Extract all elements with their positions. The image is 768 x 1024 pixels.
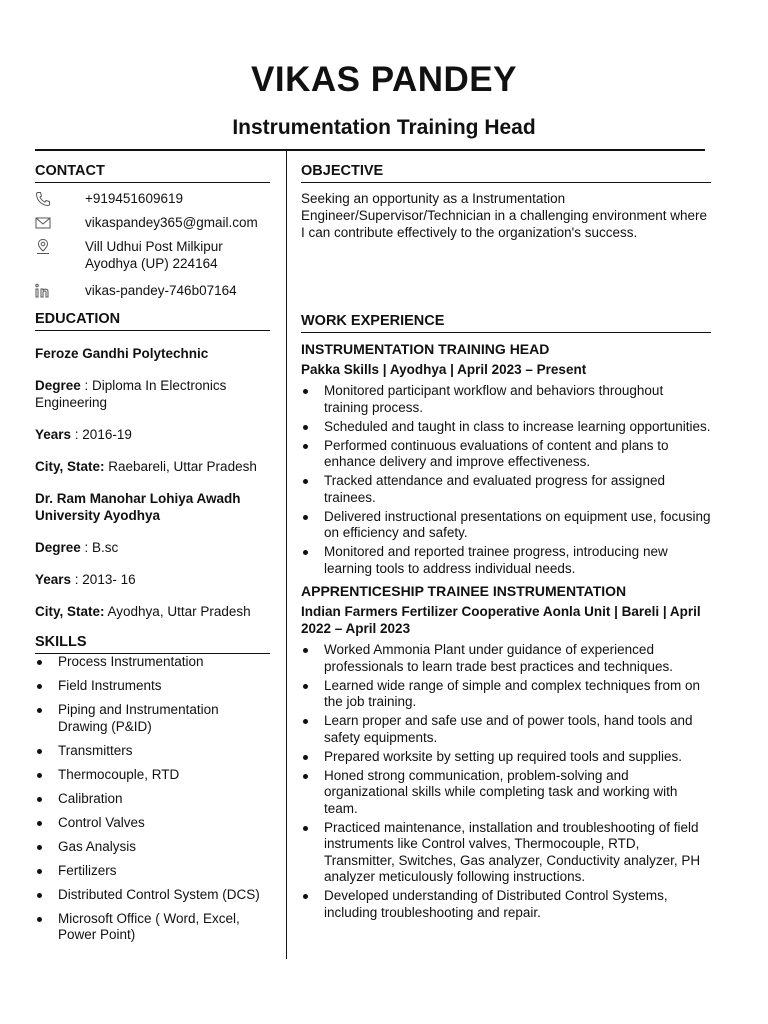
job-bullet: Worked Ammonia Plant under guidance of experienced professionals to learn trade best practices and techniques.: [301, 642, 711, 675]
skills-list: [35, 654, 270, 944]
education-institution: Dr. Ram Manohar Lohiya Awadh University Ayodhya: [35, 491, 241, 523]
degree-value: : B.sc: [80, 540, 119, 555]
skill-item: Microsoft Office ( Word, Excel, Power Point): [35, 911, 270, 944]
contact-heading: CONTACT: [35, 163, 270, 183]
contact-linkedin[interactable]: vikas-pandey-746b07164: [85, 283, 237, 298]
job-bullet: Honed strong communication, problem-solving and organizational skills while completing task and working with team.: [301, 768, 711, 818]
linkedin-icon: [35, 282, 85, 299]
job-bullet: Prepared worksite by setting up required tools and supplies.: [301, 749, 711, 766]
job-bullet: Developed understanding of Distributed Control Systems, including troubleshooting and repair.: [301, 888, 711, 921]
contact-email-row: [35, 214, 270, 231]
envelope-icon: [35, 214, 85, 231]
left-column: [35, 163, 270, 951]
city-label: City, State:: [35, 459, 105, 474]
job-bullets: [301, 383, 711, 577]
job-bullet: Delivered instructional presentations on equipment use, focusing on efficiency and safety.: [301, 509, 711, 542]
years-label: Years: [35, 427, 72, 442]
address-line-2: Ayodhya (UP) 224164: [85, 256, 218, 271]
job-bullets: [301, 642, 711, 921]
address-line-1: Vill Udhui Post Milkipur: [85, 239, 223, 254]
work-experience-heading: WORK EXPERIENCE: [301, 313, 711, 333]
job-title: APPRENTICESHIP TRAINEE INSTRUMENTATION: [301, 583, 627, 599]
contact-email[interactable]: vikaspandey365@gmail.com: [85, 215, 258, 230]
job-bullet: Monitored participant workflow and behaviors throughout training process.: [301, 383, 711, 416]
candidate-name: VIKAS PANDEY: [251, 60, 517, 99]
skill-item: Transmitters: [35, 743, 270, 760]
education-institution: Feroze Gandhi Polytechnic: [35, 346, 209, 361]
job-bullet: Tracked attendance and evaluated progress for assigned trainees.: [301, 473, 711, 506]
contact-list: [35, 190, 270, 299]
degree-value: : Diploma In Electronics Engineering: [35, 378, 227, 410]
job-bullet: Performed continuous evaluations of content and plans to enhance delivery and improve effectiveness.: [301, 438, 711, 471]
city-value: Ayodhya, Uttar Pradesh: [104, 604, 251, 619]
objective-heading: OBJECTIVE: [301, 163, 711, 183]
job-title: INSTRUMENTATION TRAINING HEAD: [301, 341, 550, 357]
job-bullet: Learn proper and safe use and of power tools, hand tools and safety equipments.: [301, 713, 711, 746]
education-city: [35, 603, 270, 620]
skill-item: Calibration: [35, 791, 270, 808]
city-value: Raebareli, Uttar Pradesh: [104, 459, 257, 474]
degree-label: Degree: [35, 540, 81, 555]
skill-item: Thermocouple, RTD: [35, 767, 270, 784]
education-heading: EDUCATION: [35, 311, 270, 331]
header-divider: [35, 149, 705, 151]
objective-text: Seeking an opportunity as a Instrumentation Engineer/Supervisor/Technician in a challenging environment where I can contribute effectively to the organization's success.: [301, 191, 707, 240]
contact-linkedin-row: [35, 282, 270, 299]
phone-icon: [35, 190, 85, 207]
skill-item: Distributed Control System (DCS): [35, 887, 270, 904]
years-label: Years: [35, 572, 72, 587]
right-column: [301, 163, 711, 924]
location-pin-icon: [35, 238, 85, 255]
job-bullet: Scheduled and taught in class to increase learning opportunities.: [301, 419, 711, 436]
skill-item: Field Instruments: [35, 678, 270, 695]
job-bullet: Monitored and reported trainee progress, introducing new learning tools to address individual needs.: [301, 544, 711, 577]
education-degree: [35, 377, 270, 411]
years-value: : 2013- 16: [71, 572, 136, 587]
skill-item: Piping and Instrumentation Drawing (P&ID): [35, 702, 270, 735]
job-meta: Indian Farmers Fertilizer Cooperative Aonla Unit | Bareli | April 2022 – April 2023: [301, 604, 701, 636]
city-label: City, State:: [35, 604, 105, 619]
education-years: [35, 571, 270, 588]
education-city: [35, 458, 270, 475]
skill-item: Fertilizers: [35, 863, 270, 880]
education-years: [35, 426, 270, 443]
skill-item: Control Valves: [35, 815, 270, 832]
job-meta: Pakka Skills | Ayodhya | April 2023 – Present: [301, 362, 587, 377]
contact-phone-row: [35, 190, 270, 207]
job-bullet: Learned wide range of simple and complex techniques from on the job training.: [301, 678, 711, 711]
job-bullet: Practiced maintenance, installation and troubleshooting of field instruments like Control valves, Thermocouple, RTD, Transmitter, Switches, Gas analyzer, Conductivity analyzer, PH analyzer meticulously following instructions.: [301, 820, 711, 886]
skill-item: Process Instrumentation: [35, 654, 270, 671]
degree-label: Degree: [35, 378, 81, 393]
contact-address: [85, 238, 223, 272]
contact-address-row: [35, 238, 270, 272]
column-divider: [286, 151, 287, 959]
education-entry-1: [35, 345, 270, 475]
job-entry-2: [301, 583, 711, 921]
years-value: : 2016-19: [71, 427, 132, 442]
education-degree: [35, 539, 270, 556]
contact-phone[interactable]: +919451609619: [85, 191, 183, 206]
job-title-heading: Instrumentation Training Head: [232, 116, 536, 139]
skill-item: Gas Analysis: [35, 839, 270, 856]
job-entry-1: [301, 341, 711, 577]
skills-heading: SKILLS: [35, 634, 270, 654]
education-entry-2: [35, 490, 270, 620]
